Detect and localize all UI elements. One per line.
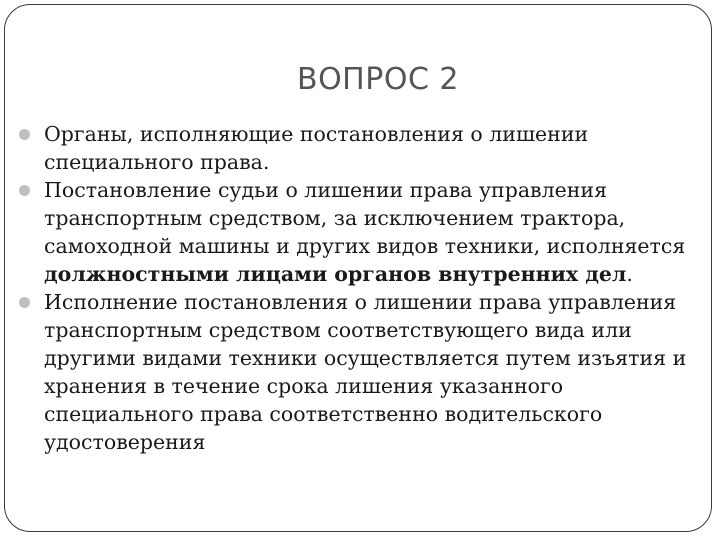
bullet-text: Исполнение постановления о лишении права управления транспортным средством соответствующего вида или другими видами техники осуществляется путем изъятия и хранения в течение срока лишения указанного специального права соответственно водительского удостоверения <box>44 290 687 454</box>
bullet-dot-icon <box>19 297 30 308</box>
bullet-text: Органы, исполняющие постановления о лишении специального права. <box>44 122 589 174</box>
bullet-dot-icon <box>19 185 30 196</box>
slide-title: ВОПРОС 2 <box>296 62 460 97</box>
bullet-bold-text: должностными лицами органов внутренних дел <box>44 262 627 286</box>
bullet-dot-icon <box>19 129 30 140</box>
bullet-item <box>44 176 694 288</box>
bullet-list <box>44 120 694 456</box>
bullet-item <box>44 120 694 176</box>
bullet-text: Постановление судьи о лишении права управления транспортным средством, за исключением трактора, самоходной машины и других видов техники, исполняется <box>44 178 686 258</box>
bullet-item <box>44 288 694 456</box>
bullet-text-end: . <box>626 262 633 286</box>
